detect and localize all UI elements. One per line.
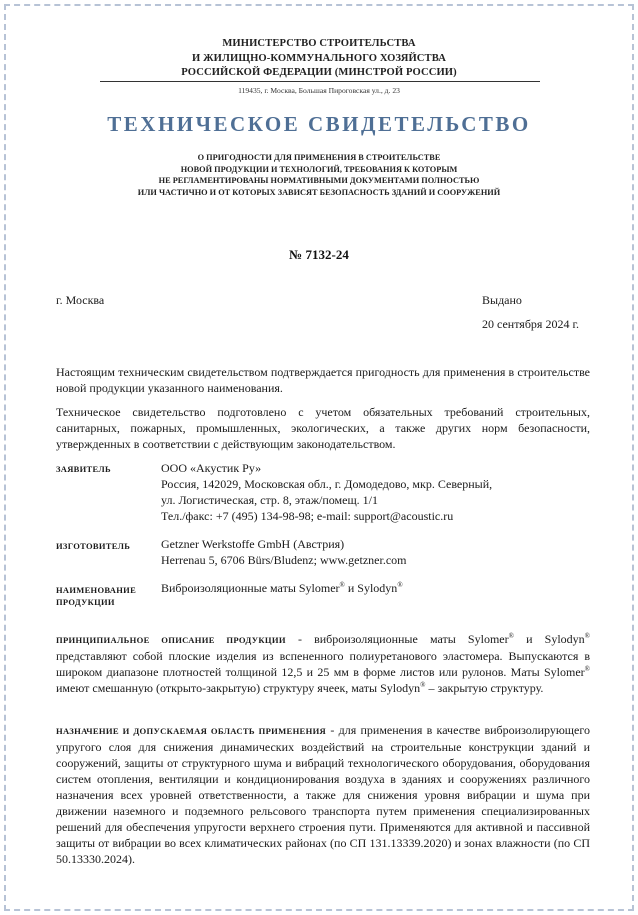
- border-left: [4, 4, 6, 911]
- certificate-number: № 7132-24: [289, 247, 349, 262]
- description-heading: ПРИНЦИПИАЛЬНОЕ ОПИСАНИЕ ПРОДУКЦИИ: [56, 635, 286, 645]
- product-label: [56, 584, 156, 608]
- ministry-header: [0, 37, 638, 81]
- ministry-line: МИНИСТЕРСТВО СТРОИТЕЛЬСТВА: [222, 38, 416, 49]
- border-bottom: [4, 909, 634, 911]
- border-right: [632, 4, 634, 911]
- description-text: – закрытую структуру.: [425, 681, 544, 695]
- registered-mark: ®: [397, 581, 403, 589]
- scope-heading: НАЗНАЧЕНИЕ И ДОПУСКАЕМАЯ ОБЛАСТЬ ПРИМЕНЕНИЯ: [56, 726, 327, 736]
- subtitle-line: НЕ РЕГЛАМЕНТИРОВАНЫ НОРМАТИВНЫМИ ДОКУМЕНТАМИ ПОЛНОСТЬЮ: [158, 176, 480, 186]
- description-text: представляют собой плоские изделия из вспененного полиуретанового эластомера. Выпускаются в широком диапазоне плотностей толщиной 12,5 и 25 мм в форме листов или рулонов. Маты Sylomer: [56, 649, 590, 679]
- registered-mark: ®: [339, 581, 345, 589]
- scope-text: - для применения в качестве виброизолирующего упругого слоя для снижения динамических воздействий на строительные конструкции зданий и сооружений, защиты от структурного шума и вибраций технологического оборудования, оборудования систем отопления, вентиляции и кондиционирования воздуха в зданиях и сооружениях различного назначения всех уровней ответственности, а также для снижения уровня вибрации и шума при движении наземного и подземного рельсового транспорта путем применения специализированных решений для обеспечения упругости верхнего строения пути. Применяются для активной и пассивной защиты от вибрации во всех климатических районах (по СП 131.13339.2020) и зонах влажности (по СП 50.13330.2024).: [56, 723, 590, 866]
- registered-mark: ®: [420, 681, 426, 689]
- manufacturer-line: Herrenau 5, 6706 Bürs/Bludenz; www.getzner.com: [161, 553, 407, 567]
- header-divider: [100, 81, 540, 82]
- ministry-line: И ЖИЛИЩНО-КОММУНАЛЬНОГО ХОЗЯЙСТВА: [192, 52, 446, 64]
- applicant-line: Россия, 142029, Московская обл., г. Домодедово, мкр. Северный,: [161, 477, 493, 491]
- registered-mark: ®: [584, 632, 590, 640]
- description-text: и Sylodyn: [513, 632, 585, 646]
- subtitle-line: ИЛИ ЧАСТИЧНО И ОТ КОТОРЫХ ЗАВИСЯТ БЕЗОПАСНОСТЬ ЗДАНИЙ И СООРУЖЕНИЙ: [137, 187, 501, 197]
- manufacturer-label: ИЗГОТОВИТЕЛЬ: [56, 541, 131, 551]
- product-name-text: и Sylodyn: [344, 581, 398, 595]
- intro-paragraph: Настоящим техническим свидетельством подтверждается пригодность для применения в строительстве новой продукции указанного наименования.: [56, 365, 590, 395]
- ministry-line: РОССИЙСКОЙ ФЕДЕРАЦИИ (МИНСТРОЙ РОССИИ): [181, 67, 457, 78]
- product-name: [161, 580, 591, 596]
- application-scope: [56, 722, 590, 867]
- intro-paragraph: Техническое свидетельство подготовлено с учетом обязательных требований строительных, санитарных, пожарных, промышленных, экологических, а также других норм безопасности, утвержденных в соответствии с действующим законодательством.: [56, 405, 590, 451]
- applicant-line: ул. Логистическая, стр. 8, этаж/помещ. 1/1: [161, 493, 379, 507]
- subtitle-line: НОВОЙ ПРОДУКЦИИ И ТЕХНОЛОГИЙ, ТРЕБОВАНИЯ К КОТОРЫМ: [180, 164, 458, 174]
- product-name-text: Виброизоляционные маты Sylomer: [161, 581, 340, 595]
- description-text: - виброизоляционные маты Sylomer: [285, 632, 509, 646]
- manufacturer-details: [161, 536, 591, 568]
- manufacturer-line: Getzner Werkstoffe GmbH (Австрия): [161, 537, 345, 551]
- registered-mark: ®: [584, 665, 590, 673]
- product-label-line: ПРОДУКЦИИ: [56, 597, 115, 607]
- product-label-line: НАИМЕНОВАНИЕ: [56, 585, 137, 595]
- applicant-label: ЗАЯВИТЕЛЬ: [56, 464, 111, 474]
- issued-label: Выдано: [482, 293, 522, 307]
- ministry-address: 119435, г. Москва, Большая Пироговская ул., д. 23: [238, 86, 400, 95]
- applicant-details: [161, 460, 591, 524]
- applicant-line: ООО «Акустик Ру»: [161, 461, 262, 475]
- subtitle-line: О ПРИГОДНОСТИ ДЛЯ ПРИМЕНЕНИЯ В СТРОИТЕЛЬСТВЕ: [197, 153, 441, 162]
- issue-city: г. Москва: [56, 293, 105, 307]
- description-text: имеют смешанную (открыто-закрытую) структуру ячеек, маты Sylodyn: [56, 681, 421, 695]
- product-description: [56, 631, 590, 696]
- document-subtitle: [0, 152, 638, 198]
- issued-date: 20 сентября 2024 г.: [482, 317, 580, 331]
- document-title: ТЕХНИЧЕСКОЕ СВИДЕТЕЛЬСТВО: [107, 112, 531, 136]
- registered-mark: ®: [508, 632, 514, 640]
- applicant-line: Тел./факс: +7 (495) 134-98-98; e-mail: support@acoustic.ru: [161, 509, 454, 523]
- border-top: [4, 4, 634, 6]
